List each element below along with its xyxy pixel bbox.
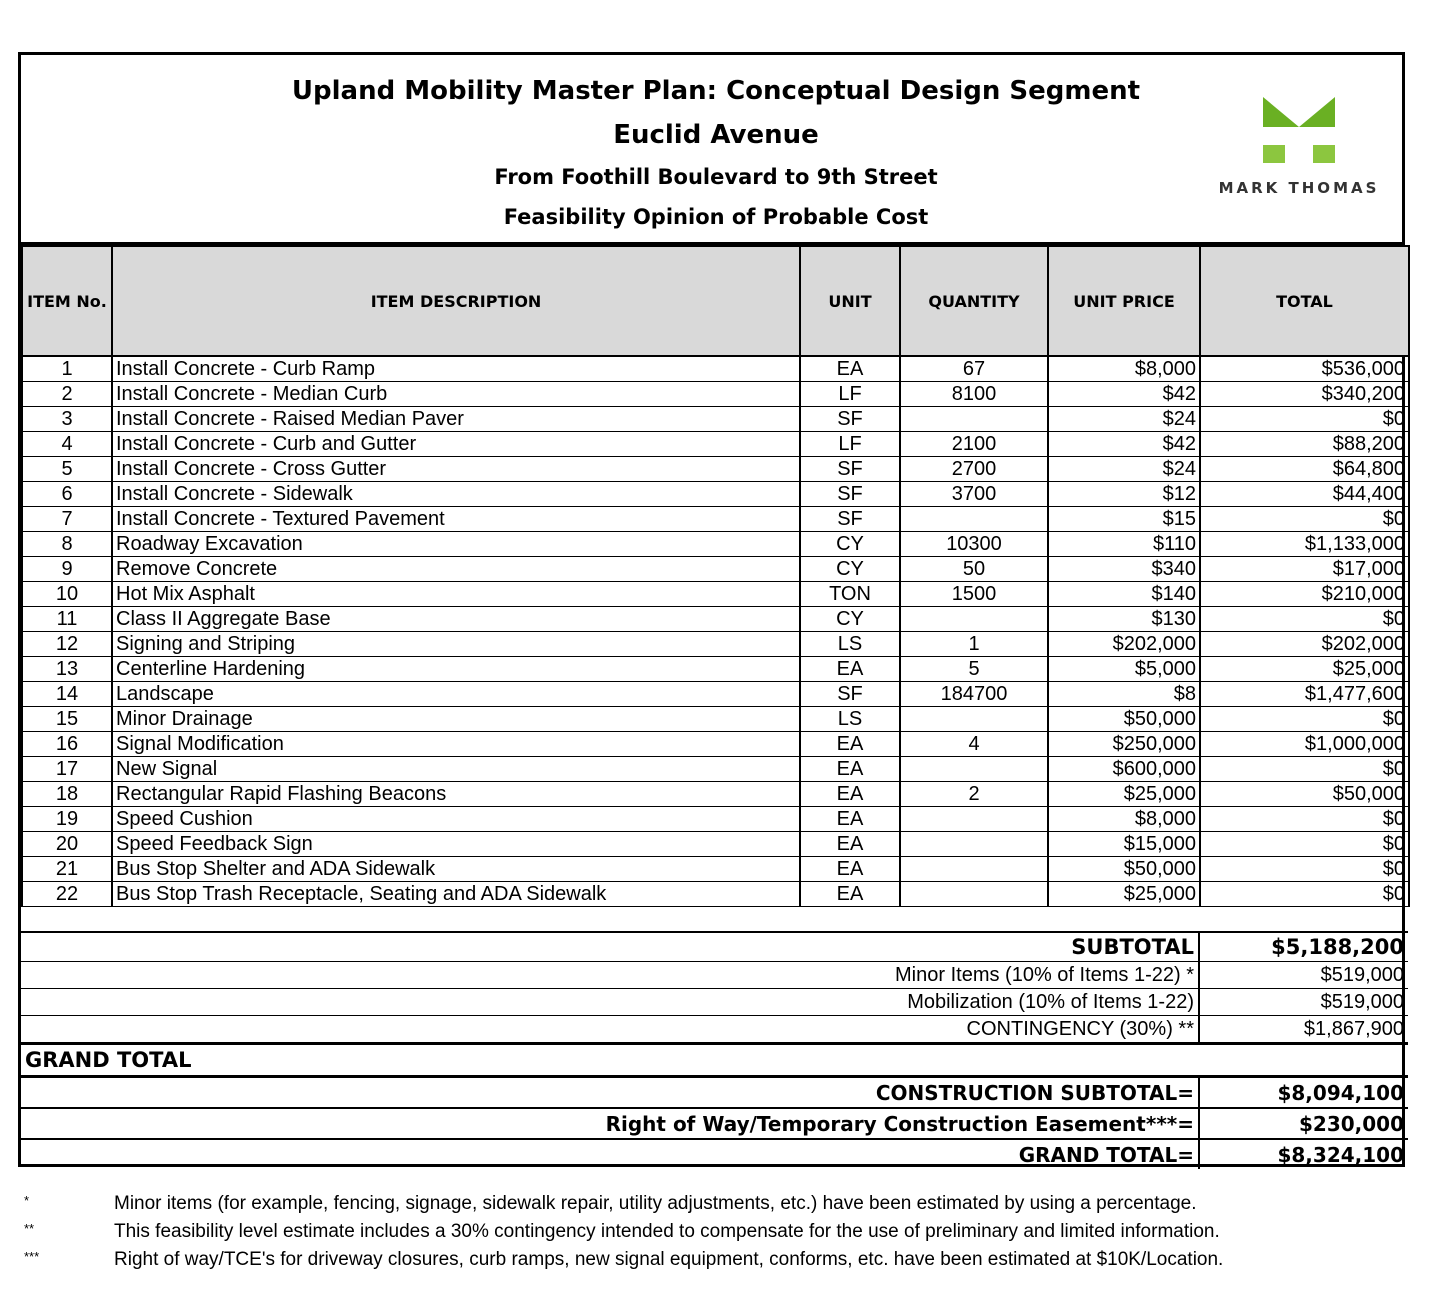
item-total: $1,133,000 xyxy=(1200,532,1409,557)
document-subtitle: Feasibility Opinion of Probable Cost xyxy=(503,205,929,229)
footnote xyxy=(0,1221,1431,1249)
item-quantity xyxy=(900,407,1048,432)
item-unit: EA xyxy=(800,807,900,832)
construction-subtotal-label: CONSTRUCTION SUBTOTAL= xyxy=(21,1077,1199,1109)
footnote-text: Right of way/TCE's for driveway closures, curb ramps, new signal equipment, conforms, etc. have been estimated at $10K/Location. xyxy=(114,1249,1224,1270)
item-unit-price: $5,000 xyxy=(1048,657,1200,682)
item-number: 15 xyxy=(22,707,112,732)
item-unit-price: $42 xyxy=(1048,432,1200,457)
summary-table xyxy=(21,931,1408,1169)
item-unit-price: $600,000 xyxy=(1048,757,1200,782)
contingency-value: $1,867,900 xyxy=(1199,1016,1408,1044)
item-total: $25,000 xyxy=(1200,657,1409,682)
item-unit: EA xyxy=(800,757,900,782)
item-total: $1,000,000 xyxy=(1200,732,1409,757)
table-row xyxy=(22,857,1409,882)
item-unit-price: $140 xyxy=(1048,582,1200,607)
item-total: $0 xyxy=(1200,607,1409,632)
item-number: 3 xyxy=(22,407,112,432)
subtotal-row xyxy=(21,932,1408,962)
item-unit-price: $50,000 xyxy=(1048,707,1200,732)
item-quantity xyxy=(900,707,1048,732)
construction-subtotal-row xyxy=(21,1077,1408,1109)
item-total: $202,000 xyxy=(1200,632,1409,657)
item-description: Remove Concrete xyxy=(112,557,800,582)
table-header-row xyxy=(22,246,1409,356)
mobilization-row xyxy=(21,989,1408,1016)
item-number: 1 xyxy=(22,356,112,382)
item-number: 18 xyxy=(22,782,112,807)
item-number: 22 xyxy=(22,882,112,907)
item-total: $0 xyxy=(1200,857,1409,882)
item-number: 6 xyxy=(22,482,112,507)
item-total: $210,000 xyxy=(1200,582,1409,607)
item-description: Landscape xyxy=(112,682,800,707)
item-number: 12 xyxy=(22,632,112,657)
item-unit: EA xyxy=(800,356,900,382)
item-quantity: 184700 xyxy=(900,682,1048,707)
item-description: Roadway Excavation xyxy=(112,532,800,557)
footnote xyxy=(0,1193,1431,1221)
col-unit: UNIT xyxy=(800,246,900,356)
item-quantity: 10300 xyxy=(900,532,1048,557)
item-unit: EA xyxy=(800,782,900,807)
item-quantity xyxy=(900,507,1048,532)
right-of-way-row xyxy=(21,1108,1408,1139)
item-description: Rectangular Rapid Flashing Beacons xyxy=(112,782,800,807)
item-number: 14 xyxy=(22,682,112,707)
item-quantity: 4 xyxy=(900,732,1048,757)
item-quantity: 67 xyxy=(900,356,1048,382)
item-unit: CY xyxy=(800,557,900,582)
item-description: Minor Drainage xyxy=(112,707,800,732)
item-number: 11 xyxy=(22,607,112,632)
item-total: $0 xyxy=(1200,807,1409,832)
minor-items-row xyxy=(21,962,1408,989)
table-row xyxy=(22,782,1409,807)
table-row xyxy=(22,757,1409,782)
item-description: Install Concrete - Textured Pavement xyxy=(112,507,800,532)
item-quantity: 1 xyxy=(900,632,1048,657)
subtotal-value: $5,188,200 xyxy=(1199,932,1408,962)
item-unit: TON xyxy=(800,582,900,607)
item-quantity xyxy=(900,832,1048,857)
item-description: Install Concrete - Sidewalk xyxy=(112,482,800,507)
item-quantity: 3700 xyxy=(900,482,1048,507)
footnote-text: Minor items (for example, fencing, signage, sidewalk repair, utility adjustments, etc.) have been estimated by using a percentage. xyxy=(114,1193,1197,1214)
item-description: Install Concrete - Raised Median Paver xyxy=(112,407,800,432)
item-unit-price: $24 xyxy=(1048,457,1200,482)
table-row xyxy=(22,407,1409,432)
grand-total-heading-row xyxy=(21,1044,1408,1077)
item-number: 13 xyxy=(22,657,112,682)
right-of-way-value: $230,000 xyxy=(1199,1108,1408,1139)
item-quantity: 2 xyxy=(900,782,1048,807)
logo-mark-icon xyxy=(1211,93,1387,173)
table-row xyxy=(22,457,1409,482)
col-total: TOTAL xyxy=(1200,246,1409,356)
item-unit: CY xyxy=(800,607,900,632)
table-row xyxy=(22,657,1409,682)
item-unit: LS xyxy=(800,632,900,657)
item-quantity xyxy=(900,607,1048,632)
item-unit: EA xyxy=(800,857,900,882)
grand-total-value: $8,324,100 xyxy=(1277,1142,1404,1167)
footnote-text: This feasibility level estimate includes a 30% contingency intended to compensate for the use of preliminary and limited information. xyxy=(114,1221,1220,1242)
item-description: Hot Mix Asphalt xyxy=(112,582,800,607)
item-unit-price: $8,000 xyxy=(1048,807,1200,832)
item-unit-price: $15 xyxy=(1048,507,1200,532)
item-quantity xyxy=(900,857,1048,882)
item-unit-price: $50,000 xyxy=(1048,857,1200,882)
table-row xyxy=(22,832,1409,857)
title-block xyxy=(21,69,1411,237)
item-unit-price: $25,000 xyxy=(1048,882,1200,907)
item-description: Speed Feedback Sign xyxy=(112,832,800,857)
mark-thomas-logo xyxy=(1211,93,1387,203)
item-number: 4 xyxy=(22,432,112,457)
item-total: $0 xyxy=(1200,707,1409,732)
item-unit: SF xyxy=(800,507,900,532)
item-unit-price: $15,000 xyxy=(1048,832,1200,857)
item-unit-price: $42 xyxy=(1048,382,1200,407)
contingency-row xyxy=(21,1016,1408,1044)
item-unit: LS xyxy=(800,707,900,732)
table-row xyxy=(22,707,1409,732)
item-description: Install Concrete - Curb and Gutter xyxy=(112,432,800,457)
item-number: 20 xyxy=(22,832,112,857)
col-unit-price: UNIT PRICE xyxy=(1048,246,1200,356)
item-number: 16 xyxy=(22,732,112,757)
item-total: $50,000 xyxy=(1200,782,1409,807)
item-total: $536,000 xyxy=(1200,356,1409,382)
document-title: Upland Mobility Master Plan: Conceptual Design Segment xyxy=(291,76,1141,106)
item-description: Signal Modification xyxy=(112,732,800,757)
item-number: 5 xyxy=(22,457,112,482)
item-unit: LF xyxy=(800,432,900,457)
col-item-no: ITEM No. xyxy=(22,246,112,356)
table-row xyxy=(22,607,1409,632)
item-unit: SF xyxy=(800,407,900,432)
col-description: ITEM DESCRIPTION xyxy=(112,246,800,356)
item-unit-price: $202,000 xyxy=(1048,632,1200,657)
item-quantity: 50 xyxy=(900,557,1048,582)
item-unit: SF xyxy=(800,482,900,507)
table-row xyxy=(22,582,1409,607)
item-description: Bus Stop Trash Receptacle, Seating and ADA Sidewalk xyxy=(112,882,800,907)
footnote-mark: * xyxy=(24,1193,30,1208)
item-quantity xyxy=(900,882,1048,907)
footnote-mark: ** xyxy=(24,1221,35,1236)
footnotes xyxy=(0,1193,1431,1277)
item-total: $17,000 xyxy=(1200,557,1409,582)
item-unit-price: $8 xyxy=(1048,682,1200,707)
item-quantity xyxy=(900,757,1048,782)
item-unit: EA xyxy=(800,657,900,682)
item-description: New Signal xyxy=(112,757,800,782)
construction-subtotal-value: $8,094,100 xyxy=(1199,1077,1408,1109)
item-number: 2 xyxy=(22,382,112,407)
table-row xyxy=(22,882,1409,907)
grand-total-heading: GRAND TOTAL xyxy=(21,1044,1408,1077)
item-number: 8 xyxy=(22,532,112,557)
item-description: Install Concrete - Curb Ramp xyxy=(112,356,800,382)
table-row xyxy=(22,382,1409,407)
subtotal-label: SUBTOTAL xyxy=(21,932,1199,962)
table-row xyxy=(22,532,1409,557)
item-total: $88,200 xyxy=(1200,432,1409,457)
table-row xyxy=(22,632,1409,657)
footnote-mark: *** xyxy=(24,1249,40,1264)
item-total: $0 xyxy=(1200,757,1409,782)
cost-items-table xyxy=(21,245,1410,907)
logo-wordmark: MARK THOMAS xyxy=(1218,179,1380,197)
item-description: Install Concrete - Cross Gutter xyxy=(112,457,800,482)
item-total: $0 xyxy=(1200,832,1409,857)
item-quantity xyxy=(900,807,1048,832)
item-unit: EA xyxy=(800,732,900,757)
item-unit: CY xyxy=(800,532,900,557)
item-description: Centerline Hardening xyxy=(112,657,800,682)
item-number: 17 xyxy=(22,757,112,782)
contingency-label: CONTINGENCY (30%) ** xyxy=(21,1016,1199,1044)
col-quantity: QUANTITY xyxy=(900,246,1048,356)
item-quantity: 8100 xyxy=(900,382,1048,407)
street-name: Euclid Avenue xyxy=(613,120,819,150)
item-number: 19 xyxy=(22,807,112,832)
footnote xyxy=(0,1249,1431,1277)
table-row xyxy=(22,557,1409,582)
table-row xyxy=(22,432,1409,457)
table-row xyxy=(22,507,1409,532)
item-unit: SF xyxy=(800,682,900,707)
item-unit-price: $130 xyxy=(1048,607,1200,632)
item-quantity: 2100 xyxy=(900,432,1048,457)
mobilization-value: $519,000 xyxy=(1199,989,1408,1016)
item-total: $0 xyxy=(1200,407,1409,432)
item-description: Class II Aggregate Base xyxy=(112,607,800,632)
item-total: $0 xyxy=(1200,507,1409,532)
item-total: $64,800 xyxy=(1200,457,1409,482)
item-unit-price: $110 xyxy=(1048,532,1200,557)
table-row xyxy=(22,807,1409,832)
item-unit: EA xyxy=(800,882,900,907)
item-unit-price: $250,000 xyxy=(1048,732,1200,757)
item-total: $340,200 xyxy=(1200,382,1409,407)
project-limits: From Foothill Boulevard to 9th Street xyxy=(494,165,938,189)
table-row xyxy=(22,356,1409,382)
item-quantity: 5 xyxy=(900,657,1048,682)
table-body xyxy=(22,356,1409,907)
grand-total-label: GRAND TOTAL= xyxy=(21,1139,1199,1169)
item-unit: SF xyxy=(800,457,900,482)
item-unit-price: $340 xyxy=(1048,557,1200,582)
item-unit-price: $8,000 xyxy=(1048,356,1200,382)
table-row xyxy=(22,682,1409,707)
item-unit-price: $24 xyxy=(1048,407,1200,432)
cost-estimate-sheet xyxy=(18,52,1405,1167)
item-number: 21 xyxy=(22,857,112,882)
item-total: $44,400 xyxy=(1200,482,1409,507)
grand-total-row xyxy=(21,1139,1408,1169)
item-number: 7 xyxy=(22,507,112,532)
item-quantity: 2700 xyxy=(900,457,1048,482)
item-total: $1,477,600 xyxy=(1200,682,1409,707)
item-number: 10 xyxy=(22,582,112,607)
right-of-way-label: Right of Way/Temporary Construction Easement***= xyxy=(21,1108,1199,1139)
table-row xyxy=(22,732,1409,757)
item-description: Signing and Striping xyxy=(112,632,800,657)
item-description: Speed Cushion xyxy=(112,807,800,832)
item-description: Bus Stop Shelter and ADA Sidewalk xyxy=(112,857,800,882)
item-unit: EA xyxy=(800,832,900,857)
mobilization-label: Mobilization (10% of Items 1-22) xyxy=(21,989,1199,1016)
minor-items-label: Minor Items (10% of Items 1-22) * xyxy=(21,962,1199,989)
item-unit-price: $12 xyxy=(1048,482,1200,507)
item-quantity: 1500 xyxy=(900,582,1048,607)
sheet-header xyxy=(21,55,1402,245)
item-unit: LF xyxy=(800,382,900,407)
item-total: $0 xyxy=(1200,882,1409,907)
minor-items-value: $519,000 xyxy=(1199,962,1408,989)
item-number: 9 xyxy=(22,557,112,582)
item-description: Install Concrete - Median Curb xyxy=(112,382,800,407)
item-unit-price: $25,000 xyxy=(1048,782,1200,807)
table-row xyxy=(22,482,1409,507)
